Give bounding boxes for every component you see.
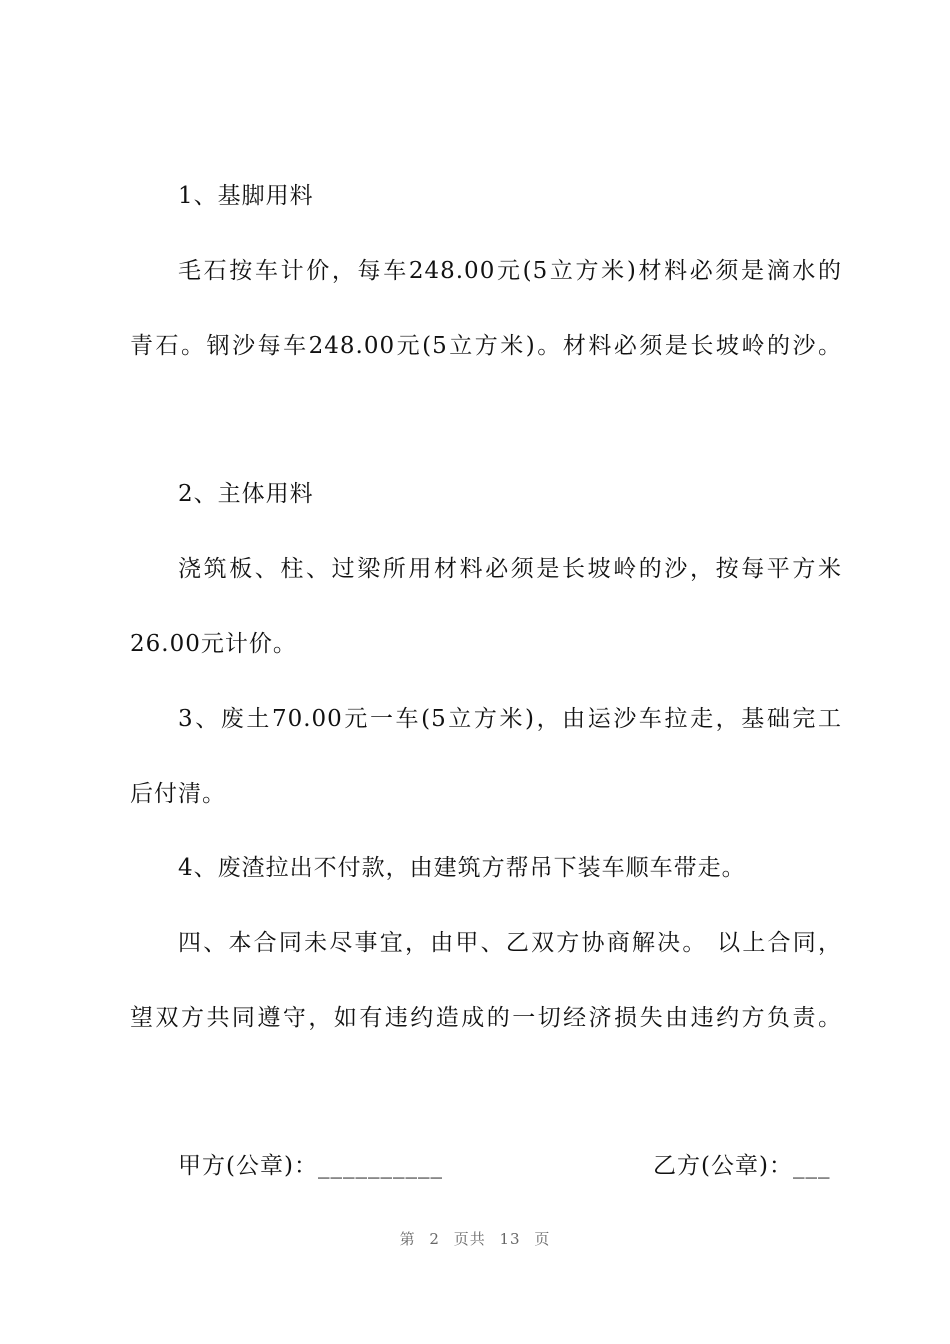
paragraph-line: 26.00元计价。 (130, 631, 297, 657)
paragraph-line: 浇筑板、柱、过梁所用材料必须是长坡岭的沙，按每平方米 (178, 556, 842, 582)
paragraph-line: 望双方共同遵守，如有违约造成的一切经济损失由违约方负责。 (130, 1005, 842, 1031)
paragraph-line: 毛石按车计价，每车248.00元(5立方米)材料必须是滴水的 (178, 258, 842, 284)
paragraph-line: 四、本合同未尽事宜，由甲、乙双方协商解决。 以上合同， (178, 930, 842, 956)
page-footer: 第 2 页共 13 页 (399, 1230, 551, 1248)
paragraph-line: 青石。钢沙每车248.00元(5立方米)。材料必须是长坡岭的沙。 (130, 333, 842, 359)
paragraph-line: 4、废渣拉出不付款，由建筑方帮吊下装车顺车带走。 (178, 855, 746, 881)
party-a-signature: 甲方(公章)：__________ (178, 1153, 443, 1179)
section-1-heading: 1、基脚用料 (178, 183, 314, 209)
paragraph-line: 后付清。 (130, 781, 226, 807)
paragraph-line: 3、废土70.00元一车(5立方米)，由运沙车拉走，基础完工 (178, 706, 842, 732)
party-b-signature: 乙方(公章)：___ (653, 1153, 831, 1179)
section-2-heading: 2、主体用料 (178, 481, 314, 507)
